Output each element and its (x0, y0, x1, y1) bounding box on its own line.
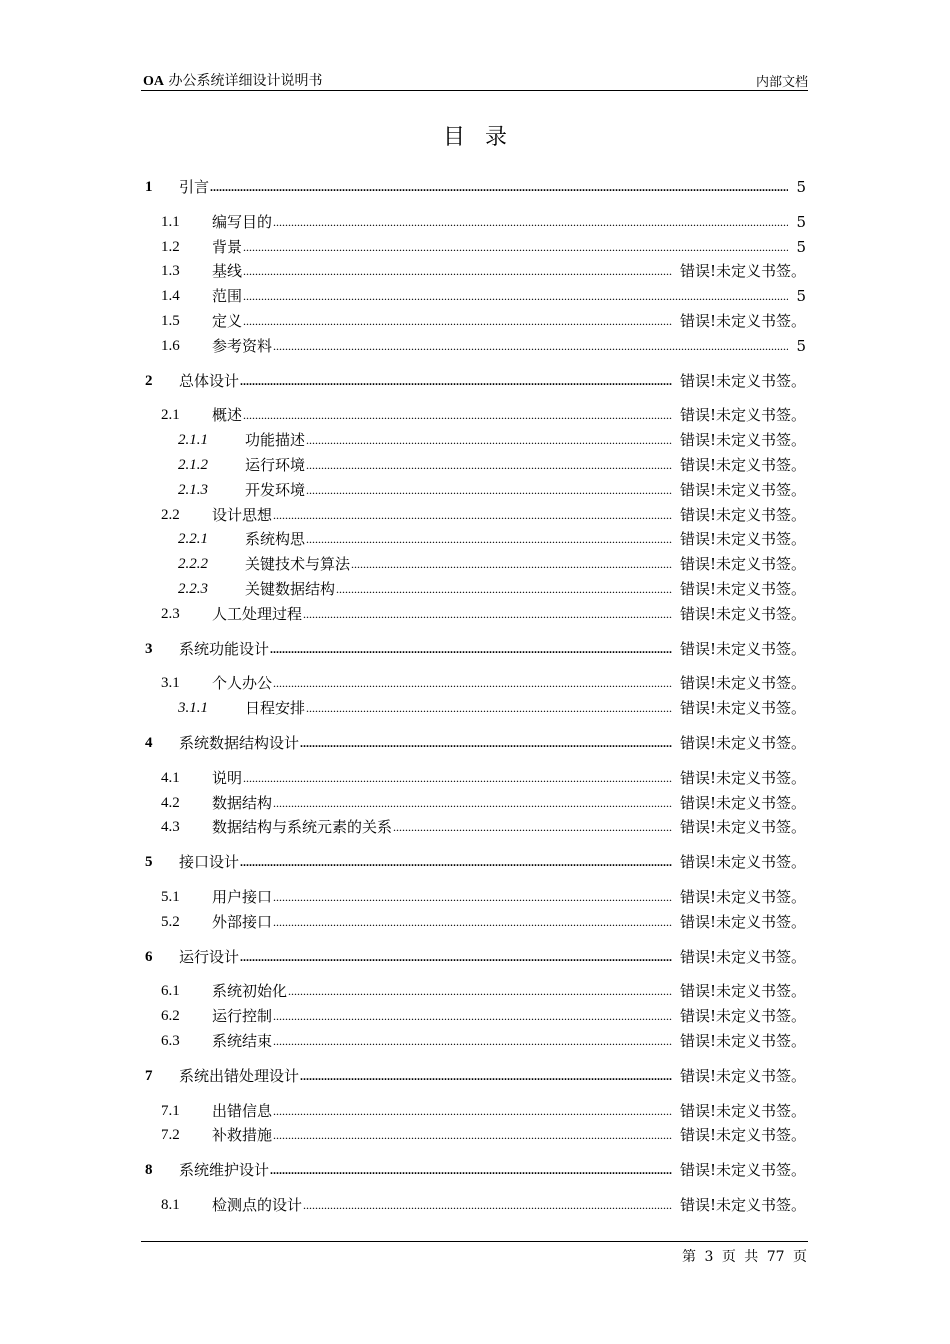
toc-leader-dots (306, 429, 672, 451)
toc-entry-page: 错误!未定义书签。 (679, 505, 806, 524)
toc-leader-dots (273, 911, 672, 933)
toc-entry-page: 5 (796, 287, 806, 306)
toc-entry-title: 个人办公 (212, 674, 273, 693)
toc-entry-number: 4 (145, 735, 153, 751)
toc-entry-number: 2.1.2 (178, 457, 208, 473)
toc-entry-title: 系统构思 (245, 530, 306, 549)
toc-leader-dots (273, 211, 788, 233)
toc-entry-page: 错误!未定义书签。 (679, 431, 806, 450)
toc-entry-title: 范围 (212, 287, 243, 306)
toc-entry-page: 错误!未定义书签。 (679, 1196, 806, 1214)
toc-entry-number: 3.1 (161, 675, 180, 692)
toc-entry-number: 2.3 (161, 605, 180, 622)
toc-entry-page: 错误!未定义书签。 (679, 580, 806, 598)
toc-entry-title: 概述 (212, 406, 243, 425)
toc-entry-title: 参考资料 (212, 336, 273, 355)
toc-entry-page: 5 (796, 336, 806, 355)
toc-entry[interactable] (0, 211, 950, 233)
toc-leader-dots (273, 792, 672, 814)
toc-entry-title: 外部接口 (212, 912, 273, 931)
toc-entry-title: 补救措施 (212, 1126, 273, 1145)
toc-leader-dots (306, 528, 672, 550)
toc-entry-title: 总体设计 (179, 371, 240, 390)
toc-entry[interactable] (0, 1159, 950, 1181)
toc-entry-number: 1.2 (161, 238, 180, 255)
toc-leader-dots (303, 603, 672, 625)
toc-entry-page: 错误!未定义书签。 (679, 1032, 806, 1050)
footer-divider (141, 1241, 808, 1242)
document-title-prefix: OA (143, 74, 164, 89)
toc-entry[interactable] (0, 429, 950, 451)
toc-entry[interactable] (0, 603, 950, 625)
toc-entry-number: 2.2.1 (178, 531, 208, 548)
toc-entry-page: 错误!未定义书签。 (679, 1101, 806, 1120)
toc-leader-dots (273, 672, 672, 694)
toc-entry-page: 错误!未定义书签。 (679, 1161, 806, 1180)
toc-entry[interactable] (0, 886, 950, 908)
toc-leader-dots (273, 504, 672, 526)
toc-entry-page: 错误!未定义书签。 (679, 456, 806, 474)
toc-entry[interactable] (0, 285, 950, 307)
toc-leader-dots (240, 370, 672, 392)
toc-entry[interactable] (0, 454, 950, 476)
toc-entry-number: 7.2 (161, 1127, 180, 1144)
document-classification: 内部文档 (755, 75, 808, 90)
toc-entry[interactable] (0, 404, 950, 426)
toc-entry-title: 数据结构与系统元素的关系 (212, 818, 393, 837)
toc-entry-page: 错误!未定义书签。 (679, 912, 806, 931)
toc-leader-dots (273, 1100, 672, 1122)
toc-entry-page: 5 (796, 178, 806, 196)
toc-entry-title: 设计思想 (212, 505, 273, 524)
toc-entry-page: 错误!未定义书签。 (679, 1066, 806, 1085)
toc-entry-title: 系统功能设计 (179, 639, 270, 658)
toc-entry-page: 错误!未定义书签。 (679, 947, 806, 966)
toc-entry-number: 2 (145, 372, 153, 389)
toc-entry-page: 错误!未定义书签。 (679, 371, 806, 390)
toc-entry-title: 接口设计 (179, 853, 240, 872)
toc-entry[interactable] (0, 479, 950, 501)
toc-entry[interactable] (0, 578, 950, 600)
toc-entry-number: 4.1 (161, 769, 180, 786)
toc-entry[interactable] (0, 236, 950, 258)
toc-leader-dots (210, 176, 788, 198)
toc-entry[interactable] (0, 946, 950, 968)
toc-entry-number: 1 (145, 179, 153, 195)
toc-entry-page: 错误!未定义书签。 (679, 699, 806, 718)
toc-entry-page: 错误!未定义书签。 (679, 793, 806, 812)
toc-leader-dots (240, 946, 672, 968)
toc-leader-dots (306, 454, 672, 476)
toc-entry-title: 基线 (212, 262, 243, 281)
toc-entry-number: 6.2 (161, 1008, 180, 1025)
toc-entry-title: 功能描述 (245, 431, 306, 450)
toc-entry-number: 2.1.1 (178, 432, 208, 449)
toc-entry-title: 系统维护设计 (179, 1161, 270, 1180)
toc-entry[interactable] (0, 176, 950, 198)
toc-entry-page: 错误!未定义书签。 (679, 734, 806, 752)
toc-leader-dots (243, 285, 788, 307)
toc-entry[interactable] (0, 553, 950, 575)
toc-entry-number: 2.2.3 (178, 581, 208, 597)
toc-entry-page: 错误!未定义书签。 (679, 768, 806, 787)
toc-entry[interactable] (0, 310, 950, 332)
toc-entry[interactable] (0, 792, 950, 814)
toc-entry[interactable] (0, 697, 950, 719)
toc-title: 目录 (442, 125, 527, 150)
toc-leader-dots (243, 260, 672, 282)
toc-entry-title: 背景 (212, 237, 243, 256)
toc-entry[interactable] (0, 335, 950, 357)
toc-leader-dots (300, 1065, 672, 1087)
toc-entry-number: 6 (145, 948, 153, 965)
toc-entry[interactable] (0, 732, 950, 754)
toc-entry-number: 8.1 (161, 1197, 180, 1213)
toc-entry-page: 错误!未定义书签。 (679, 1007, 806, 1026)
toc-entry-number: 8 (145, 1162, 153, 1179)
toc-leader-dots (240, 851, 672, 873)
toc-leader-dots (273, 1030, 672, 1052)
toc-entry[interactable] (0, 1005, 950, 1027)
toc-entry[interactable] (0, 1124, 950, 1146)
toc-entry-title: 编写目的 (212, 212, 273, 231)
toc-entry-number: 5.2 (161, 913, 180, 930)
toc-entry-title: 运行环境 (245, 456, 306, 474)
toc-entry-number: 2.2 (161, 506, 180, 523)
toc-entry-title: 系统初始化 (212, 982, 288, 1001)
toc-entry-title: 系统结束 (212, 1032, 273, 1050)
toc-leader-dots (300, 732, 672, 754)
toc-entry-page: 错误!未定义书签。 (679, 674, 806, 693)
toc-entry-page: 错误!未定义书签。 (679, 1126, 806, 1145)
toc-entry[interactable] (0, 638, 950, 660)
toc-entry-number: 7 (145, 1067, 153, 1084)
toc-entry-title: 日程安排 (245, 699, 306, 718)
toc-entry-title: 系统数据结构设计 (179, 734, 300, 752)
toc-entry-page: 错误!未定义书签。 (679, 604, 806, 623)
toc-leader-dots (306, 479, 672, 501)
toc-leader-dots (336, 578, 672, 600)
toc-entry-number: 1.5 (161, 313, 180, 329)
toc-entry-title: 开发环境 (245, 480, 306, 499)
toc-entry-title: 检测点的设计 (212, 1196, 303, 1214)
toc-entry-number: 2.2.2 (178, 556, 208, 573)
toc-entry-page: 错误!未定义书签。 (679, 982, 806, 1001)
toc-entry-page: 5 (796, 237, 806, 256)
toc-entry[interactable] (0, 1194, 950, 1216)
toc-entry-title: 定义 (212, 312, 243, 330)
toc-entry[interactable] (0, 672, 950, 694)
toc-entry-number: 6.1 (161, 983, 180, 1000)
toc-entry-page: 错误!未定义书签。 (679, 888, 806, 906)
toc-entry[interactable] (0, 504, 950, 526)
toc-entry-number: 4.2 (161, 794, 180, 811)
toc-leader-dots (393, 816, 672, 838)
toc-entry[interactable] (0, 260, 950, 282)
toc-entry-title: 运行控制 (212, 1007, 273, 1026)
toc-leader-dots (243, 767, 672, 789)
toc-entry[interactable] (0, 767, 950, 789)
toc-entry-number: 5.1 (161, 889, 180, 905)
toc-entry-title: 关键数据结构 (245, 580, 336, 598)
toc-entry-page: 错误!未定义书签。 (679, 818, 806, 837)
toc-entry-number: 2.1 (161, 407, 180, 424)
toc-entry[interactable] (0, 851, 950, 873)
toc-entry[interactable] (0, 1065, 950, 1087)
toc-leader-dots (270, 1159, 672, 1181)
toc-entry[interactable] (0, 1030, 950, 1052)
toc-entry-page: 错误!未定义书签。 (679, 530, 806, 549)
toc-entry-title: 人工处理过程 (212, 604, 303, 623)
toc-entry-page: 错误!未定义书签。 (679, 639, 806, 658)
toc-entry[interactable] (0, 370, 950, 392)
toc-entry-title: 用户接口 (212, 888, 273, 906)
toc-entry-number: 7.1 (161, 1102, 180, 1119)
toc-leader-dots (273, 335, 788, 357)
toc-entry[interactable] (0, 1100, 950, 1122)
toc-entry-number: 5 (145, 854, 153, 871)
toc-entry-page: 5 (796, 212, 806, 231)
toc-entry[interactable] (0, 911, 950, 933)
toc-leader-dots (273, 886, 672, 908)
toc-entry-title: 说明 (212, 768, 243, 787)
toc-entry-number: 1.3 (161, 263, 180, 280)
toc-leader-dots (270, 638, 672, 660)
toc-entry[interactable] (0, 528, 950, 550)
toc-entry-title: 运行设计 (179, 947, 240, 966)
toc-entry[interactable] (0, 980, 950, 1002)
toc-entry-number: 3 (145, 640, 153, 657)
toc-entry-number: 3.1.1 (178, 700, 208, 717)
toc-leader-dots (303, 1194, 672, 1216)
toc-leader-dots (243, 236, 788, 258)
toc-entry-number: 1.1 (161, 213, 180, 230)
toc-leader-dots (273, 1005, 672, 1027)
toc-entry-title: 引言 (179, 178, 210, 196)
toc-entry-number: 6.3 (161, 1033, 180, 1049)
toc-leader-dots (351, 553, 672, 575)
page-number: 第 3 页 共 77 页 (682, 1249, 807, 1265)
toc-entry-title: 系统出错处理设计 (179, 1066, 300, 1085)
toc-entry-page: 错误!未定义书签。 (679, 262, 806, 281)
toc-leader-dots (243, 310, 672, 332)
toc-leader-dots (243, 404, 672, 426)
toc-entry[interactable] (0, 816, 950, 838)
toc-entry-number: 1.4 (161, 288, 180, 305)
toc-entry-page: 错误!未定义书签。 (679, 480, 806, 499)
toc-entry-page: 错误!未定义书签。 (679, 853, 806, 872)
document-title-text: 办公系统详细设计说明书 (164, 73, 323, 89)
toc-entry-page: 错误!未定义书签。 (679, 406, 806, 425)
toc-entry-number: 4.3 (161, 819, 180, 836)
toc-leader-dots (273, 1124, 672, 1146)
toc-leader-dots (288, 980, 672, 1002)
toc-entry-title: 数据结构 (212, 793, 273, 812)
toc-entry-number: 2.1.3 (178, 481, 208, 498)
toc-entry-page: 错误!未定义书签。 (679, 312, 806, 330)
toc-entry-title: 出错信息 (212, 1101, 273, 1120)
toc-entry-page: 错误!未定义书签。 (679, 555, 806, 574)
toc-entry-number: 1.6 (161, 337, 180, 354)
toc-leader-dots (306, 697, 672, 719)
toc-entry-title: 关键技术与算法 (245, 555, 351, 574)
